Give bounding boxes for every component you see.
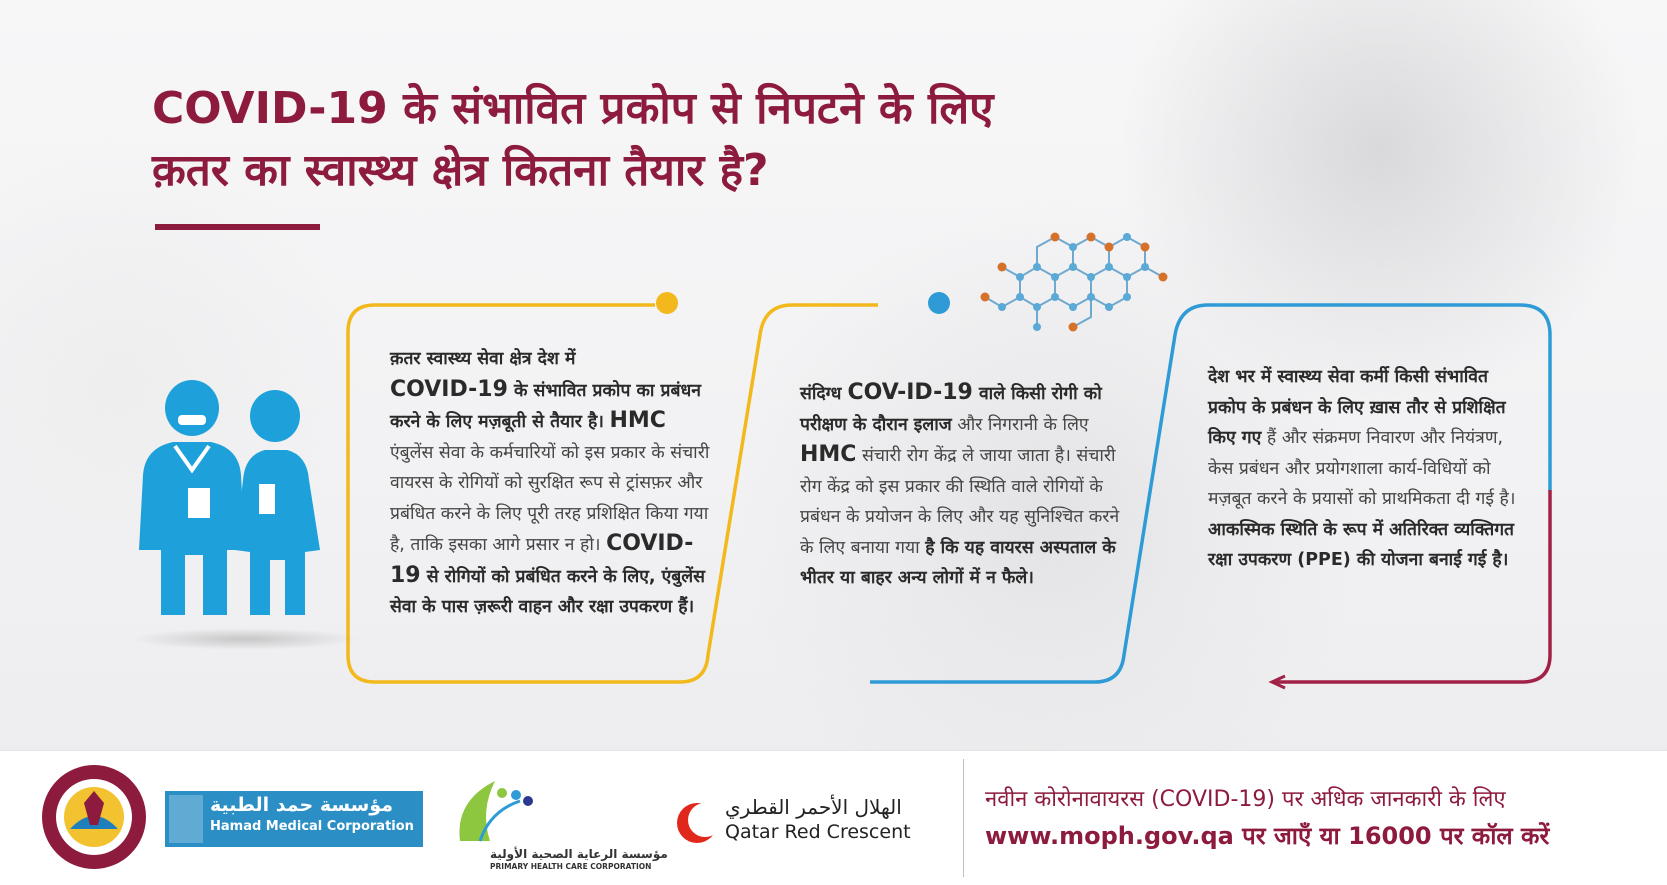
hmc-logo bbox=[165, 791, 423, 847]
box-1-text: क़तर स्वास्थ्य सेवा क्षेत्र देश में COVID-19 के संभावित प्रकोप का प्रबंधन करने के लिए मज़बूती से तैयार है। HMC एंबुलेंस सेवा के कर्मचारियों को इस प्रकार के संचारी वायरस के रोगियों को सुरक्षित रूप से ट्रांसफ़र और प्रबंधित करने के लिए पूरी तरह प्रशिक्षित किया गया है, ताकि इसका आगे प्रसार न हो। COVID-19 से रोगियों को प्रबंधित करने के लिए, एंबुलेंस सेवा के पास ज़रूरी वाहन और रक्षा उपकरण हैं। bbox=[390, 349, 710, 617]
title-line-2: क़तर का स्वास्थ्य क्षेत्र कितना तैयार है? bbox=[152, 145, 769, 196]
footer-divider bbox=[963, 759, 964, 877]
info-line-2: www.moph.gov.qa पर जाएँ या 16000 पर कॉल करें bbox=[985, 822, 1550, 850]
qatar-red-crescent-logo bbox=[675, 793, 920, 863]
doctor-and-nurse-icon bbox=[135, 380, 330, 615]
title-line-1: COVID-19 के संभावित प्रकोप से निपटने के लिए bbox=[152, 83, 994, 134]
icon-shadow bbox=[130, 628, 360, 650]
footer bbox=[0, 750, 1667, 885]
hmc-english-name: Hamad Medical Corporation bbox=[210, 819, 414, 834]
box-2-text: संदिग्ध COV-ID-19 वाले किसी रोगी को परीक्षण के दौरान इलाज और निगरानी के लिए HMC संचारी रोग केंद्र ले जाया जाता है। संचारी रोग केंद्र को इस प्रकार की स्थिति वाले रोगियों के प्रबंधन के प्रयोजन के लिए और यह सुनिश्चित करने के लिए बनाया गया है कि यह वायरस अस्पताल के भीतर या बाहर अन्य लोगों में न फैले। bbox=[800, 380, 1120, 588]
phcc-leaf-icon bbox=[450, 771, 550, 846]
phcc-arabic-name: مؤسسة الرعاية الصحية الأولية bbox=[490, 847, 668, 861]
box-3-text: देश भर में स्वास्थ्य सेवा कर्मी किसी संभावित प्रकोप के प्रबंधन के लिए ख़ास तौर से प्रशिक्षित किए गए हैं और संक्रमण निवारण और नियंत्रण, केस प्रबंधन और प्रयोगशाला कार्य-विधियों को मज़बूत करने के प्रयासों को प्राथमिकता दी गई है। आकस्मिक स्थिति के रूप में अतिरिक्त व्यक्तिगत रक्षा उपकरण (PPE) की योजना बनाई गई है। bbox=[1208, 367, 1516, 570]
hmc-mark-icon bbox=[169, 795, 203, 843]
info-line-1: नवीन कोरोनावायरस (COVID-19) पर अधिक जानकारी के लिए bbox=[985, 787, 1506, 812]
red-crescent-icon bbox=[675, 801, 719, 845]
qrc-arabic-name: الهلال الأحمر القطري bbox=[725, 795, 902, 819]
qrc-english-name: Qatar Red Crescent bbox=[725, 821, 911, 843]
hmc-arabic-name: مؤسسة حمد الطبية bbox=[210, 794, 394, 816]
state-of-qatar-seal-icon bbox=[40, 763, 148, 871]
phcc-english-name: PRIMARY HEALTH CARE CORPORATION bbox=[490, 862, 652, 871]
phcc-logo bbox=[445, 771, 668, 871]
